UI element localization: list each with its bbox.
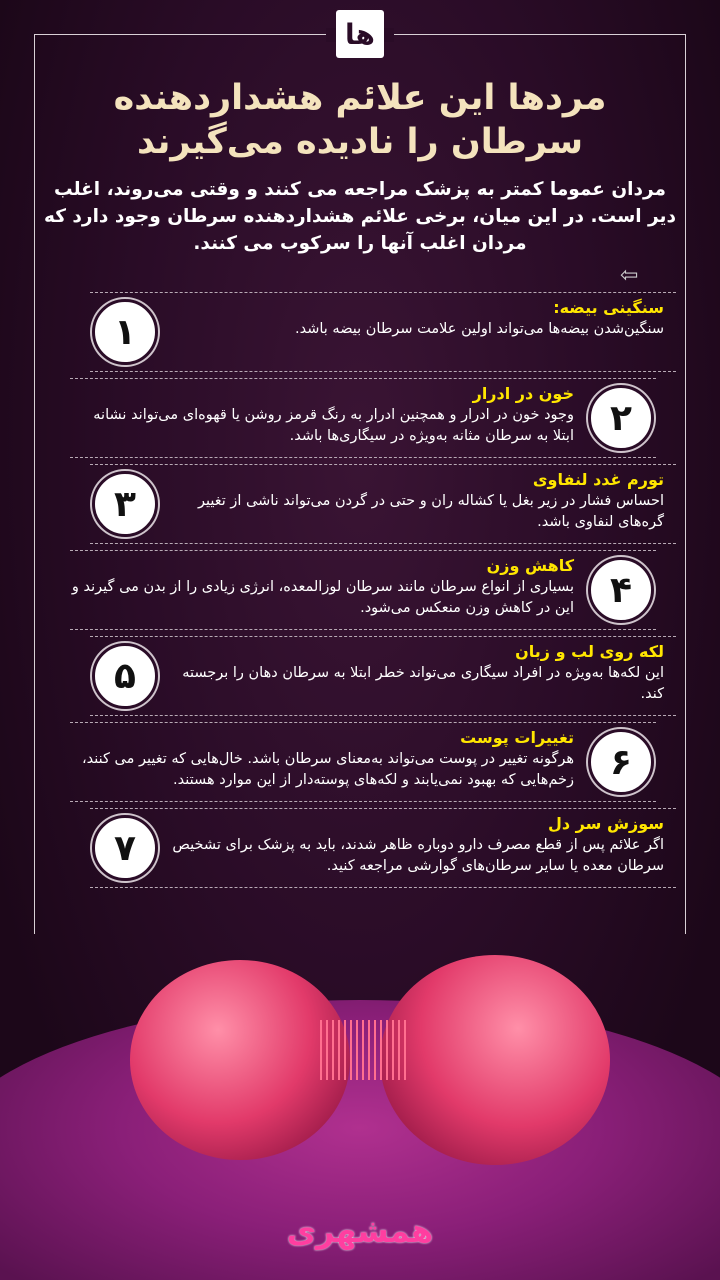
item-heading: سوزش سر دل <box>548 814 664 833</box>
item-description: این لکه‌ها به‌ویژه در افراد سیگاری می‌تواند خطر ابتلا به سرطان دهان را برجسته کند. <box>182 665 664 702</box>
item-text <box>172 289 664 348</box>
symptom-item <box>90 805 676 891</box>
number: ۵ <box>114 655 136 697</box>
item-text <box>172 633 664 713</box>
number-badge <box>92 471 158 537</box>
number-badge <box>92 299 158 365</box>
item-heading: تورم غدد لنفاوی <box>532 470 664 489</box>
number-badge <box>92 643 158 709</box>
item-description: وجود خون در ادرار و همچنین ادرار به رنگ قرمز روشن یا قهوه‌ای می‌تواند نشانه ابتلا به سرطان مثانه به‌ویژه در سیگاری‌ها باشد. <box>93 407 574 444</box>
number: ۲ <box>610 397 632 439</box>
symptom-item <box>90 633 676 719</box>
number: ۳ <box>114 483 136 525</box>
symptom-item <box>90 289 676 375</box>
symptom-item <box>70 375 656 461</box>
item-heading: کاهش وزن <box>486 556 574 575</box>
cell-bridge <box>320 1020 410 1080</box>
content-column <box>44 76 676 891</box>
item-description: سنگین‌شدن بیضه‌ها می‌تواند اولین علامت سرطان بیضه باشد. <box>294 321 664 337</box>
item-text <box>70 547 574 627</box>
item-heading: خون در ادرار <box>472 384 574 403</box>
arrow-left-icon: ⇦ <box>620 263 639 288</box>
number-badge <box>588 385 654 451</box>
logo-text: ها <box>345 17 375 51</box>
arrow-row <box>44 265 676 289</box>
number-badge <box>588 557 654 623</box>
number-badge <box>92 815 158 881</box>
symptom-item <box>70 719 656 805</box>
symptom-item <box>90 461 676 547</box>
item-text <box>172 461 664 541</box>
cell-right <box>380 955 610 1165</box>
item-text <box>70 375 574 455</box>
item-text <box>70 719 574 799</box>
symptom-item <box>70 547 656 633</box>
number: ۶ <box>610 741 632 783</box>
cell-left <box>130 960 350 1160</box>
intro-text: مردان عموما کمتر به پزشک مراجعه می کنند و وقتی می‌روند، اغلب دیر است. در این میان، برخی علائم هشداردهنده سرطان وجود دارد که مردان اغلب آنها را سرکوب می کنند. <box>44 179 676 254</box>
page-title: مردها این علائم هشداردهنده سرطان را نادیده می‌گیرند <box>113 78 607 162</box>
publisher-logo <box>336 10 384 58</box>
item-description: بسیاری از انواع سرطان مانند سرطان لوزالمعده، انرژی زیادی را از بدن می گیرند و این در کاهش وزن منعکس می‌شود. <box>71 579 574 616</box>
number: ۱ <box>114 311 136 353</box>
item-heading: تغییرات پوست <box>460 728 574 747</box>
number: ۴ <box>610 569 632 611</box>
item-description: اگر علائم پس از قطع مصرف دارو دوباره ظاهر شدند، باید به پزشک برای تشخیص سرطان معده یا سایر سرطان‌های گوارشی مراجعه کنید. <box>172 837 664 874</box>
item-description: احساس فشار در زیر بغل یا کشاله ران و حتی در گردن می‌تواند ناشی از تغییر گره‌های لنفاوی باشد. <box>197 493 664 530</box>
item-text <box>172 805 664 885</box>
number: ۷ <box>114 827 136 869</box>
item-description: هرگونه تغییر در پوست می‌تواند به‌معنای سرطان باشد. خال‌هایی که تغییر می کنند، زخم‌هایی که بهبود نمی‌یابند و لکه‌های پوسته‌دار از این موارد هستند. <box>81 751 574 788</box>
symptom-list <box>44 289 676 891</box>
number-badge <box>588 729 654 795</box>
item-heading: لکه روی لب و زبان <box>515 642 664 661</box>
hamshahri-logo: همشهری <box>286 1212 434 1250</box>
item-heading: سنگینی بیضه: <box>553 298 664 317</box>
